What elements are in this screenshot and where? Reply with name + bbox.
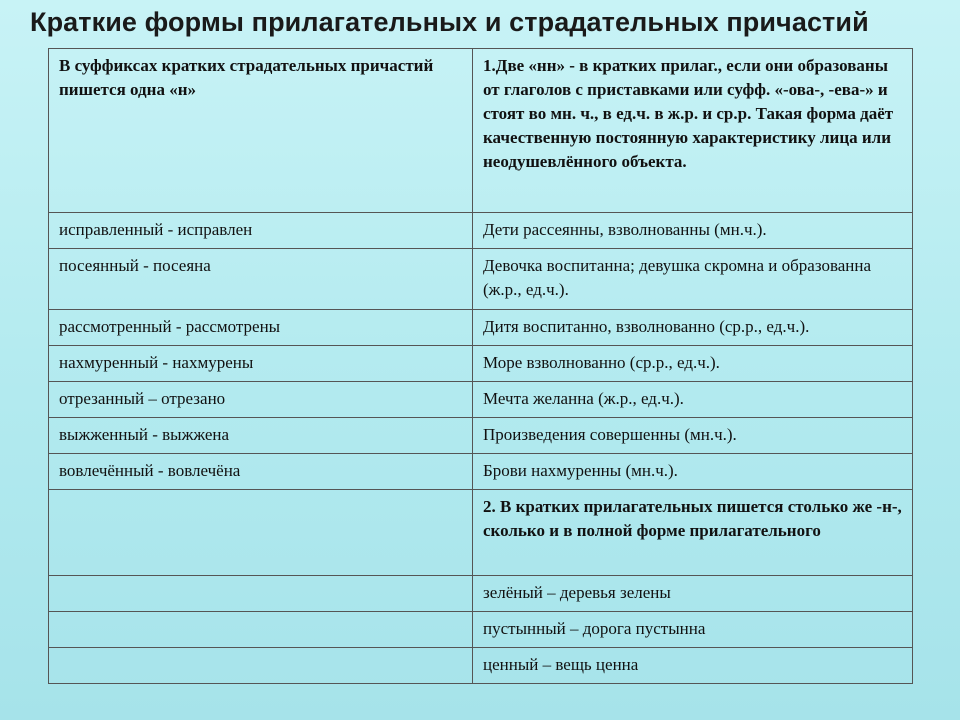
header-rule-one-n-text: В суффиксах кратких страдательных причастий пишется одна «н» bbox=[59, 56, 434, 99]
participle-example: исправленный - исправлен bbox=[49, 213, 473, 249]
empty-cell bbox=[49, 612, 473, 648]
rule-two-row bbox=[49, 490, 913, 576]
adjective-example: Брови нахмуренны (мн.ч.). bbox=[473, 454, 913, 490]
table-row bbox=[49, 648, 913, 684]
header-rule-one-n bbox=[49, 49, 473, 213]
participle-example: отрезанный – отрезано bbox=[49, 382, 473, 418]
table-row bbox=[49, 249, 913, 310]
table-row bbox=[49, 213, 913, 249]
participle-example: рассмотренный - рассмотрены bbox=[49, 310, 473, 346]
participle-example: посеянный - посеяна bbox=[49, 249, 473, 310]
table-header-row bbox=[49, 49, 913, 213]
rule-two-text: 2. В кратких прилагательных пишется столько же -н-, сколько и в полной форме прилагательного bbox=[473, 490, 913, 576]
adjective-example: Произведения совершенны (мн.ч.). bbox=[473, 418, 913, 454]
table-row bbox=[49, 612, 913, 648]
header-rule-two-nn-text: 1.Две «нн» - в кратких прилаг., если они образованы от глаголов с приставками или суфф. «-ова-, -ева-» и стоят во мн. ч., в ед.ч. в ж.р. и ср.р. Такая форма даёт качественную постоянную характеристику лица или неодушевлённого объекта. bbox=[483, 56, 894, 171]
adjective-example: Море взволнованно (ср.р., ед.ч.). bbox=[473, 346, 913, 382]
empty-cell bbox=[49, 648, 473, 684]
table-row bbox=[49, 454, 913, 490]
empty-cell bbox=[49, 490, 473, 576]
rules-table bbox=[48, 48, 913, 684]
participle-example: вовлечённый - вовлечёна bbox=[49, 454, 473, 490]
adjective-example: Девочка воспитанна; девушка скромна и образованна (ж.р., ед.ч.). bbox=[473, 249, 913, 310]
table-row bbox=[49, 418, 913, 454]
empty-cell bbox=[49, 576, 473, 612]
adjective-example: Дети рассеянны, взволнованны (мн.ч.). bbox=[473, 213, 913, 249]
adjective-example: Дитя воспитанно, взволнованно (ср.р., ед.ч.). bbox=[473, 310, 913, 346]
adjective-example: пустынный – дорога пустынна bbox=[473, 612, 913, 648]
page-title: Краткие формы прилагательных и страдательных причастий bbox=[30, 7, 869, 37]
table-row bbox=[49, 382, 913, 418]
adjective-example: зелёный – деревья зелены bbox=[473, 576, 913, 612]
table-row bbox=[49, 346, 913, 382]
participle-example: выжженный - выжжена bbox=[49, 418, 473, 454]
header-rule-two-nn bbox=[473, 49, 913, 213]
table-row bbox=[49, 576, 913, 612]
participle-example: нахмуренный - нахмурены bbox=[49, 346, 473, 382]
adjective-example: ценный – вещь ценна bbox=[473, 648, 913, 684]
table-row bbox=[49, 310, 913, 346]
adjective-example: Мечта желанна (ж.р., ед.ч.). bbox=[473, 382, 913, 418]
